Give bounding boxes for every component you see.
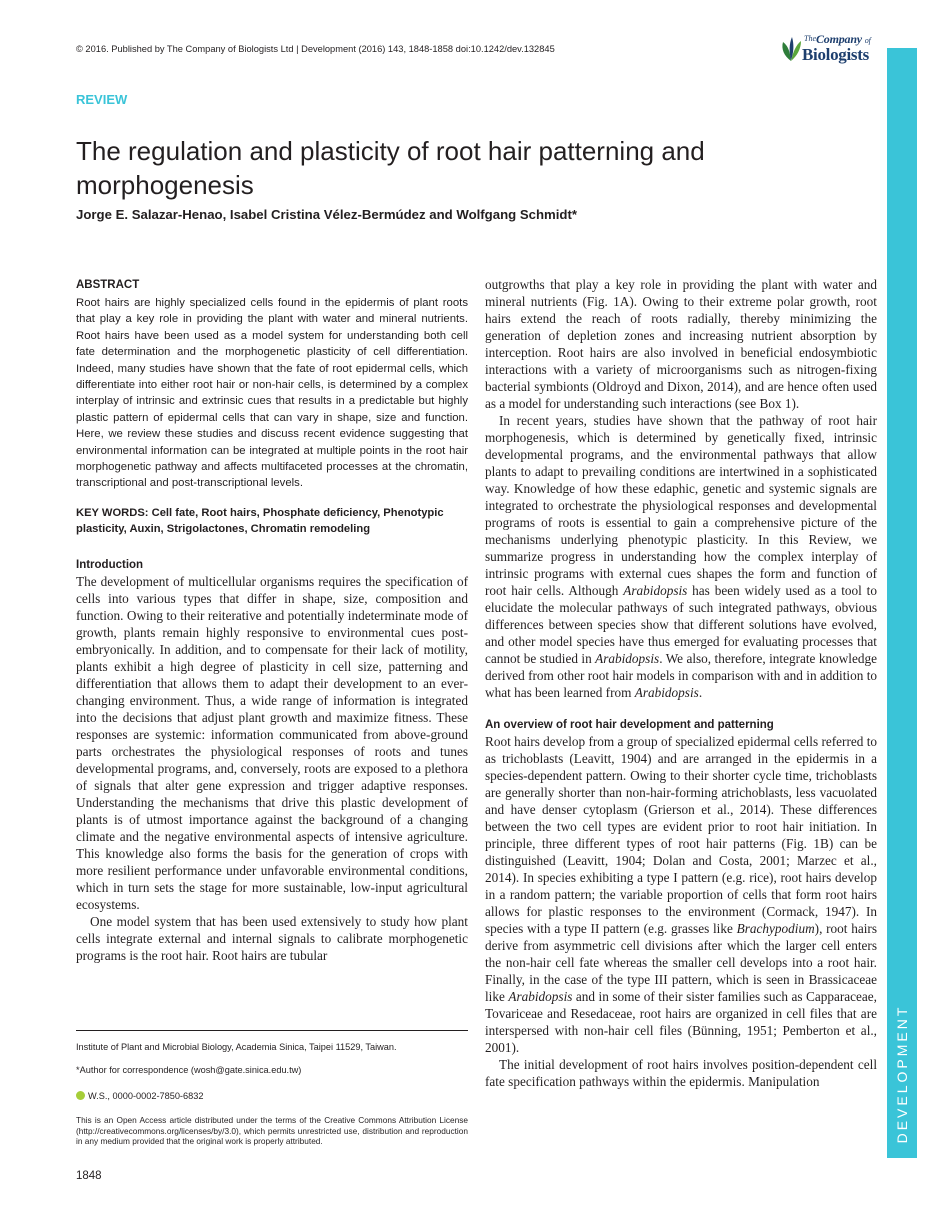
introduction-paragraph-1: The development of multicellular organisms requires the specification of cells into various types that differ in shape, size, composition and function. Owing to their reiterative and potentially indeterminate mode of growth, plants remain highly responsive to environmental cues post-embryonically. In addition, and to compensate for their lack of motility, plants exhibit a high degree of plasticity in cell size, patterning and differentiation that allows them to adapt their development to an ever-changing environment. Thus, a wide range of information is integrated into the decisions that adjust plant growth and maximize fitness. These responses are systemic: information communicated from above-ground parts orchestrates the physiological responses of roots and tunes developmental programs, and, conversely, roots are exposed to a plethora of signals that alter gene expression and trigger adaptive responses. Understanding the mechanisms that drive this plastic development of plants is of utmost importance against the background of a changing climate and the negative environmental aspects of intensive agriculture. This knowledge also forms the basis for the generation of crops with more resilient performance under unfavorable environmental conditions, which in turn sets the stage for more sustainable, low-input agricultural ecosystems. <box>76 573 468 912</box>
logo-biologists: Biologists <box>802 45 869 64</box>
citation-header: © 2016. Published by The Company of Biologists Ltd | Development (2016) 143, 1848-1858 doi:10.1242/dev.132845 <box>76 44 555 54</box>
article-title: The regulation and plasticity of root hair patterning and morphogenesis <box>76 136 705 200</box>
license-note: This is an Open Access article distributed under the terms of the Creative Commons Attribution License (http://creativecommons.org/licenses/by/3.0), which permits unrestricted use, distribution and reproduction in any medium provided that the original work is properly attributed. <box>76 1115 468 1146</box>
footnote-divider <box>76 1030 468 1031</box>
orcid-icon <box>76 1091 85 1100</box>
publisher-logo[interactable] <box>780 34 880 68</box>
overview-paragraph-1: Root hairs develop from a group of specialized epidermal cells referred to as trichoblasts (Leavitt, 1904) and are arranged in the epidermis in a species-dependent pattern. Owing to their shorter cycle time, trichoblasts are generally shorter than non-hair-forming atrichoblasts, less vacuolated and have denser cytoplasm (Grierson et al., 2014). These differences between the two cell types are evident prior to root hair initiation. In principle, three different types of root hair patterns (Fig. 1B) can be distinguished (Leavitt, 1904; Dolan and Costa, 2001; Marzec et al., 2014). In species exhibiting a type I pattern (e.g. rice), root hairs develop in a random pattern; the variable proportion of cells that form root hairs allows for plastic responses to the environment (Cormack, 1947). In species with a type II pattern (e.g. grasses like Brachypodium), root hairs derive from asymmetric cell divisions after which the larger cell enters the non-hair cell fate whereas the smaller cell develops into a root hair. Finally, in the case of the type III pattern, which is seen in Brassicaceae like Arabidopsis and in some of their sister families such as Capparaceae, Tovariceae and Resedaceae, root hairs are organized in cell files that are interspersed with non-hair cell files (Bünning, 1951; Pemberton et al., 2001). <box>485 734 877 1055</box>
journal-sidebar <box>887 48 917 1158</box>
logo-leaf-icon <box>780 36 802 62</box>
abstract-text: Root hairs are highly specialized cells found in the epidermis of plant roots that play a key role in providing the plant with water and mineral nutrients. Root hairs have been used as a model system for understanding both cell fate determination and the morphogenetic plasticity of cell differentiation. Indeed, many studies have shown that the fate of root epidermal cells, which differentiate into either root hair or non-hair cells, is determined by a complex interplay of intrinsic and extrinsic cues that results in a predictable but highly plastic pattern of epidermal cells that can vary in shape, size and function. Here, we review these studies and discuss recent evidence suggesting that environmental information can be integrated at multiple points in the root hair morphogenetic pathway and affects multifaceted processes at the chromatin, transcriptional and post-transcriptional levels. <box>76 297 468 490</box>
article-type: REVIEW <box>76 92 128 107</box>
logo-company: Company of <box>816 32 871 46</box>
affiliation-note: Institute of Plant and Microbial Biology, Academia Sinica, Taipei 11529, Taiwan. <box>76 1042 397 1052</box>
introduction-paragraph-2-continued: outgrowths that play a key role in providing the plant with water and mineral nutrients (Fig. 1A). Owing to their extreme polar growth, root hairs extend the reach of roots radially, thereby minimizing the generation of depletion zones and increasing nutrient absorption by interception. Root hairs are also involved in beneficial endosymbiotic interactions with a variety of microorganisms such as nitrogen-fixing bacterial symbionts (Oldroyd and Dixon, 2014), and are hence often used as a model for understanding such interactions (see Box 1). <box>485 277 877 411</box>
overview-paragraph-2: The initial development of root hairs involves position-dependent cell fate specification pathways within the epidermis. Manipulation <box>485 1057 877 1089</box>
keywords: KEY WORDS: Cell fate, Root hairs, Phosphate deficiency, Phenotypic plasticity, Auxin, Strigolactones, Chromatin remodeling <box>76 506 444 535</box>
right-column <box>485 276 877 1090</box>
journal-sidebar-label: DEVELOPMENT <box>894 1004 910 1144</box>
left-column <box>76 278 468 964</box>
overview-heading: An overview of root hair development and patterning <box>485 719 774 731</box>
introduction-paragraph-3: In recent years, studies have shown that the pathway of root hair morphogenesis, which is determined by genetically fixed, intrinsic developmental programs, and the environmental pathways that allow plants to adapt to prevailing conditions are intertwined in a sophisticated way. Knowledge of how these edaphic, genetic and systemic signals are integrated to orchestrate the physiological responses and developmental programs of roots is essential to gain a comprehensive picture of the mechanisms underlying phenotypic plasticity. In this Review, we summarize progress in understanding how the complex interplay of intrinsic programs with external cues shapes the form and function of root hair cells. Although Arabidopsis has been widely used as a tool to elucidate the molecular pathways of such integrated pathways, obvious differences between species show that different solutions have evolved, and other model species have thus emerged for evaluating processes that cannot be studied in Arabidopsis. We also, therefore, integrate knowledge derived from other root hair models in comparison with and in addition to what has been learned from Arabidopsis. <box>485 413 877 700</box>
orcid-note[interactable]: W.S., 0000-0002-7850-6832 <box>76 1090 468 1102</box>
abstract-heading: ABSTRACT <box>76 279 140 291</box>
introduction-heading: Introduction <box>76 558 144 571</box>
logo-the: The <box>804 34 816 43</box>
article-authors: Jorge E. Salazar-Henao, Isabel Cristina Vélez-Bermúdez and Wolfgang Schmidt* <box>76 207 578 222</box>
page-number: 1848 <box>76 1170 102 1182</box>
correspondence-note[interactable]: *Author for correspondence (wosh@gate.sinica.edu.tw) <box>76 1065 302 1075</box>
introduction-paragraph-2: One model system that has been used extensively to study how plant cells integrate external and internal signals to calibrate morphogenetic programs is the root hair. Root hairs are tubular <box>76 913 468 963</box>
